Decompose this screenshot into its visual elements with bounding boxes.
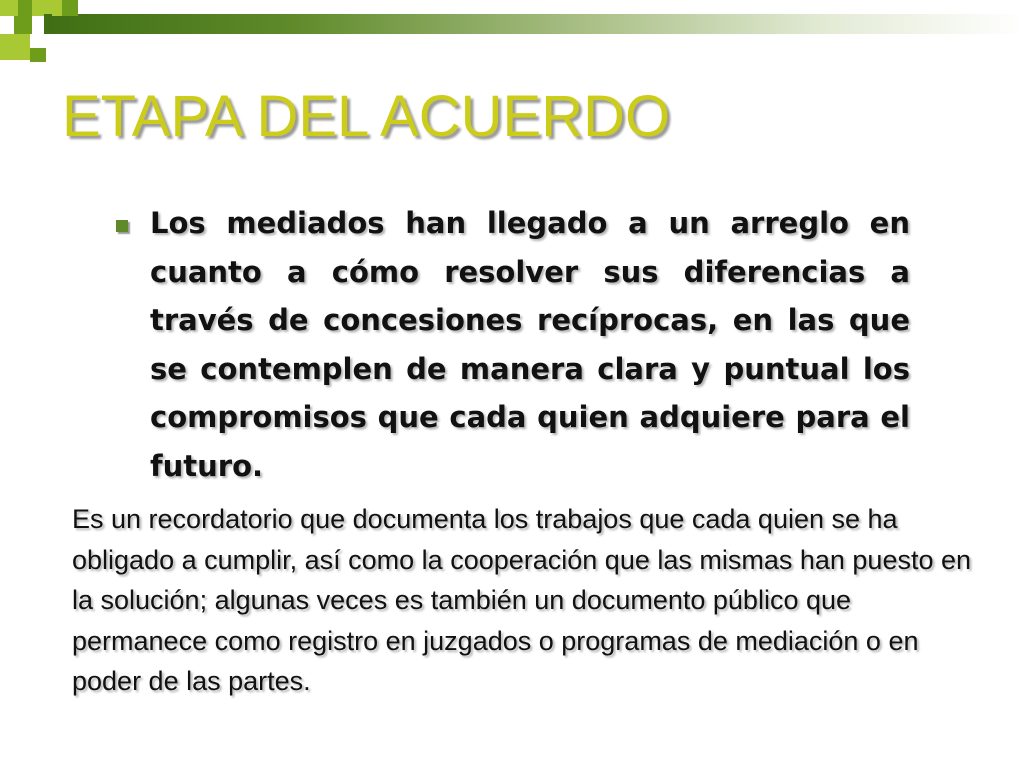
deco-square	[44, 14, 52, 34]
deco-square	[14, 16, 32, 34]
deco-square	[62, 0, 78, 16]
deco-square	[30, 34, 44, 48]
deco-square	[0, 34, 30, 60]
deco-square	[0, 16, 14, 28]
bullet-square-icon	[116, 220, 128, 232]
slide-title: ETAPA DEL ACUERDO	[62, 84, 671, 149]
deco-square	[18, 0, 32, 16]
deco-square	[30, 48, 46, 62]
bullet-paragraph: Los mediados han llegado a un arreglo en cuanto a cómo resolver sus diferencias a través de concesiones recíprocas, en las que se contemplen de manera clara y puntual los compromisos que cada quien adquiere para el futuro.	[150, 206, 910, 483]
decorative-header-bar	[48, 14, 1024, 34]
body-paragraph: Es un recordatorio que documenta los trabajos que cada quien se ha obligado a cumplir, así como la cooperación que las mismas han puesto en la solución; algunas veces es también un documento público que permanece como registro en juzgados o programas de mediación o en poder de las partes.	[72, 504, 972, 696]
deco-square	[0, 0, 18, 16]
